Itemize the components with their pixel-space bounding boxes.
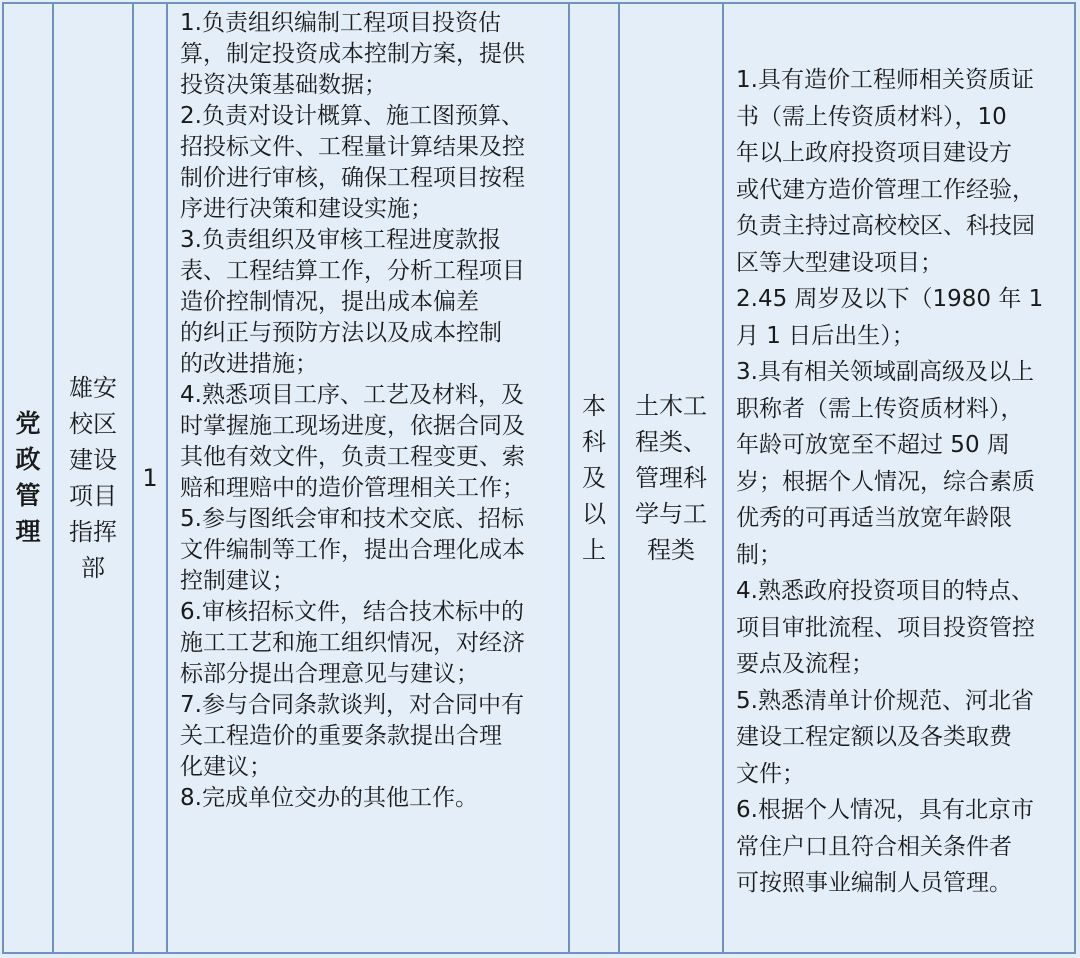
duty-line: 的纠正与预防方法以及成本控制: [180, 320, 502, 346]
requirement-line: 要点及流程；: [736, 651, 874, 677]
major-line: 土木工: [635, 392, 707, 420]
category-line: 党: [15, 409, 41, 438]
requirement-line: 建设工程定额以及各类取费: [736, 724, 1012, 750]
requirement-line: 制；: [736, 541, 782, 568]
department-cell: [53, 3, 133, 953]
qualification-requirements: [736, 62, 1066, 902]
major-line: 学与工: [635, 500, 707, 528]
duty-line: 表、工程结算工作，分析工程项目: [180, 258, 525, 284]
major-line: 程类: [647, 536, 695, 564]
requirement-line: 或代建方造价管理工作经验，: [736, 176, 1035, 203]
duty-line: 文件编制等工作，提出合理化成本: [180, 537, 525, 563]
category-line: 政: [15, 445, 41, 474]
requirement-line: 区等大型建设项目；: [736, 249, 943, 276]
duty-line: 3.负责组织及审核工程进度款报: [180, 227, 501, 253]
education-line: 以: [582, 500, 606, 528]
major-line: 管理科: [635, 464, 707, 492]
category-line: 理: [15, 517, 41, 546]
department-line: 指挥: [69, 518, 117, 546]
duty-line: 2.负责对设计概算、施工图预算、: [180, 103, 524, 129]
duty-line: 施工工艺和施工组织情况，对经济: [180, 630, 525, 656]
education-cell: [569, 3, 619, 953]
education-line: 本: [582, 392, 606, 420]
major-line: 程类、: [635, 428, 707, 456]
duty-line: 造价控制情况，提出成本偏差: [180, 289, 479, 315]
requirement-line: 年以上政府投资项目建设方: [736, 140, 1012, 166]
requirement-line: 年龄可放宽至不超过 50 周: [736, 432, 1010, 458]
requirement-line: 文件；: [736, 760, 805, 787]
headcount-cell: [133, 3, 167, 953]
requirement-line: 5.熟悉清单计价规范、河北省: [736, 687, 1034, 714]
department-line: 项目: [69, 482, 117, 510]
department-line: 建设: [69, 446, 117, 474]
duty-line: 的改进措施；: [180, 351, 318, 377]
job-duties: [180, 8, 558, 814]
duty-line: 化建议；: [180, 754, 272, 780]
duty-line: 8.完成单位交办的其他工作。: [180, 785, 478, 811]
category-line: 管: [15, 481, 41, 510]
duty-line: 1.负责组织编制工程项目投资估: [180, 10, 501, 36]
education-line: 上: [582, 536, 606, 564]
duty-line: 算，制定投资成本控制方案，提供: [180, 41, 525, 67]
requirement-line: 项目审批流程、项目投资管控: [736, 614, 1035, 641]
job-category-cell: [3, 3, 53, 953]
major-cell: [619, 3, 723, 953]
education-requirement: [570, 388, 618, 568]
requirement-line: 职称者（需上传资质材料），: [736, 395, 1024, 422]
duty-line: 投资决策基础数据；: [180, 72, 387, 98]
qualifications-cell: [723, 3, 1075, 953]
requirement-line: 2.45 周岁及以下（1980 年 1: [736, 286, 1044, 312]
duty-line: 制价进行审核，确保工程项目按程: [180, 165, 525, 191]
duty-line: 4.熟悉项目工序、工艺及材料，及: [180, 382, 524, 408]
requirement-line: 负责主持过高校校区、科技园: [736, 213, 1035, 239]
department-name: [54, 370, 132, 586]
requirement-line: 月 1 日后出生）；: [736, 322, 915, 349]
duty-line: 序进行决策和建设实施；: [180, 196, 433, 222]
requirement-line: 常住户口且符合相关条件者: [736, 833, 1012, 860]
duty-line: 5.参与图纸会审和技术交底、招标: [180, 506, 524, 532]
table-row: [3, 3, 1075, 953]
requirement-line: 4.熟悉政府投资项目的特点、: [736, 578, 1034, 604]
education-line: 科: [582, 428, 606, 456]
requirement-line: 书（需上传资质材料），10: [736, 103, 1007, 130]
duty-line: 7.参与合同条款谈判，对合同中有: [180, 692, 524, 718]
major-requirement: [620, 388, 722, 568]
requirement-line: 1.具有造价工程师相关资质证: [736, 67, 1034, 93]
duties-cell: [167, 3, 569, 953]
requirement-line: 可按照事业编制人员管理。: [736, 870, 1012, 896]
headcount: 1: [142, 464, 158, 492]
duty-line: 标部分提出合理意见与建议；: [180, 661, 479, 687]
education-line: 及: [582, 464, 606, 492]
requirement-line: 岁；根据个人情况，综合素质: [736, 468, 1035, 495]
requirement-line: 优秀的可再适当放宽年龄限: [736, 505, 1012, 531]
duty-line: 其他有效文件，负责工程变更、索: [180, 444, 525, 470]
requirement-line: 3.具有相关领域副高级及以上: [736, 359, 1034, 385]
duty-line: 招投标文件、工程量计算结果及控: [180, 134, 525, 160]
department-line: 部: [81, 554, 105, 582]
duty-line: 时掌握施工现场进度，依据合同及: [180, 413, 525, 439]
job-category: [4, 406, 52, 550]
duty-line: 控制建议；: [180, 568, 295, 594]
department-line: 校区: [69, 410, 117, 438]
duty-line: 关工程造价的重要条款提出合理: [180, 723, 502, 749]
department-line: 雄安: [69, 374, 117, 402]
duty-line: 6.审核招标文件，结合技术标中的: [180, 599, 524, 625]
duty-line: 赔和理赔中的造价管理相关工作；: [180, 475, 525, 501]
requirement-line: 6.根据个人情况，具有北京市: [736, 797, 1034, 823]
job-posting-table: [2, 2, 1076, 954]
